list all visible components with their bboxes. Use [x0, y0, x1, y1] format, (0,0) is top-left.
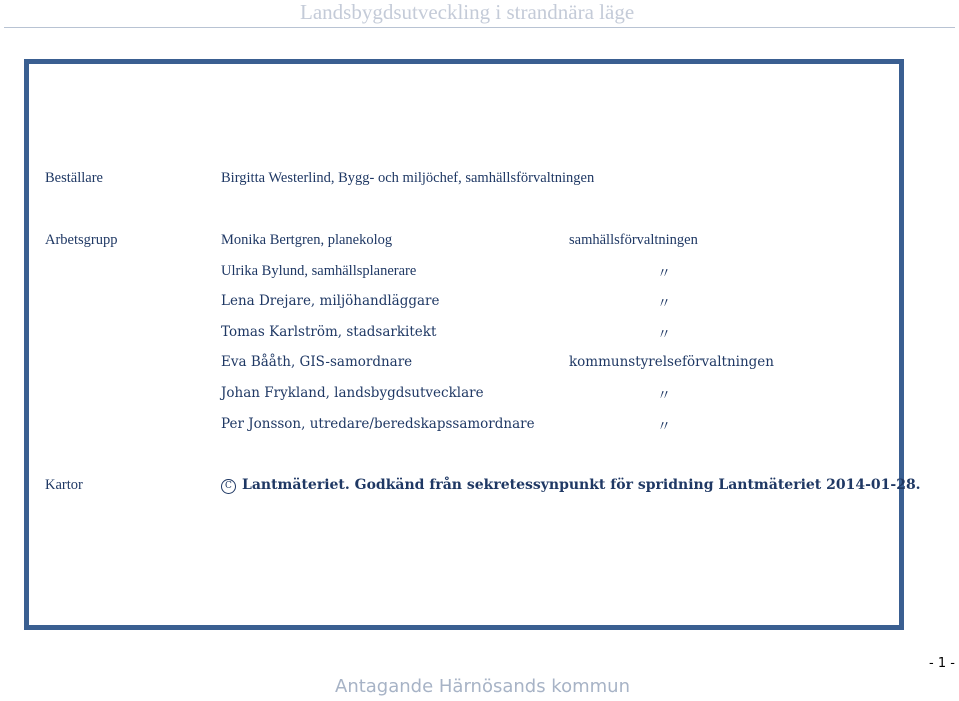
- ditto-mark: 〃: [657, 328, 671, 343]
- kartor-copyright-text: Lantmäteriet. Godkänd från sekretessynpunkt för spridning Lantmäteriet 2014-01-28.: [242, 477, 921, 493]
- member-name: Eva Bååth, GIS-samordnare: [221, 354, 413, 370]
- page-header-title: Landsbygdsutveckling i strandnära läge: [300, 0, 635, 24]
- arbetsgrupp-row-1: [29, 263, 899, 283]
- page-footer-title: Antagande Härnösands kommun: [335, 676, 630, 697]
- ditto-mark: 〃: [657, 389, 671, 404]
- arbetsgrupp-row-4: [29, 354, 899, 374]
- bestallare-row: [29, 170, 899, 190]
- arbetsgrupp-row-6: [29, 416, 899, 436]
- page-number: - 1 -: [929, 656, 955, 671]
- ditto-mark: 〃: [657, 267, 671, 282]
- member-name: Per Jonsson, utredare/beredskapssamordnare: [221, 416, 535, 432]
- member-org: kommunstyrelseförvaltningen: [569, 354, 774, 370]
- content-frame: [24, 59, 921, 630]
- member-name: Johan Frykland, landsbygdsutvecklare: [221, 385, 484, 401]
- arbetsgrupp-row-2: [29, 293, 899, 313]
- member-org: samhällsförvaltningen: [569, 232, 698, 248]
- member-name: Monika Bertgren, planekolog: [221, 232, 393, 248]
- bestallare-label: Beställare: [45, 170, 103, 186]
- ditto-mark: 〃: [657, 297, 671, 312]
- ditto-mark: 〃: [657, 420, 671, 435]
- copyright-icon: C: [221, 479, 236, 494]
- arbetsgrupp-row-3: [29, 324, 899, 344]
- member-name: Tomas Karlström, stadsarkitekt: [221, 324, 437, 340]
- kartor-label: Kartor: [45, 477, 83, 493]
- kartor-row: [29, 477, 921, 497]
- bestallare-value: Birgitta Westerlind, Bygg- och miljöchef, samhällsförvaltningen: [221, 170, 595, 186]
- header-divider: [4, 27, 955, 28]
- member-name: Lena Drejare, miljöhandläggare: [221, 293, 440, 309]
- arbetsgrupp-row-5: [29, 385, 899, 405]
- arbetsgrupp-label: Arbetsgrupp: [45, 232, 118, 248]
- arbetsgrupp-row-0: [29, 232, 899, 252]
- kartor-value: [221, 477, 921, 494]
- member-name: Ulrika Bylund, samhällsplanerare: [221, 263, 417, 279]
